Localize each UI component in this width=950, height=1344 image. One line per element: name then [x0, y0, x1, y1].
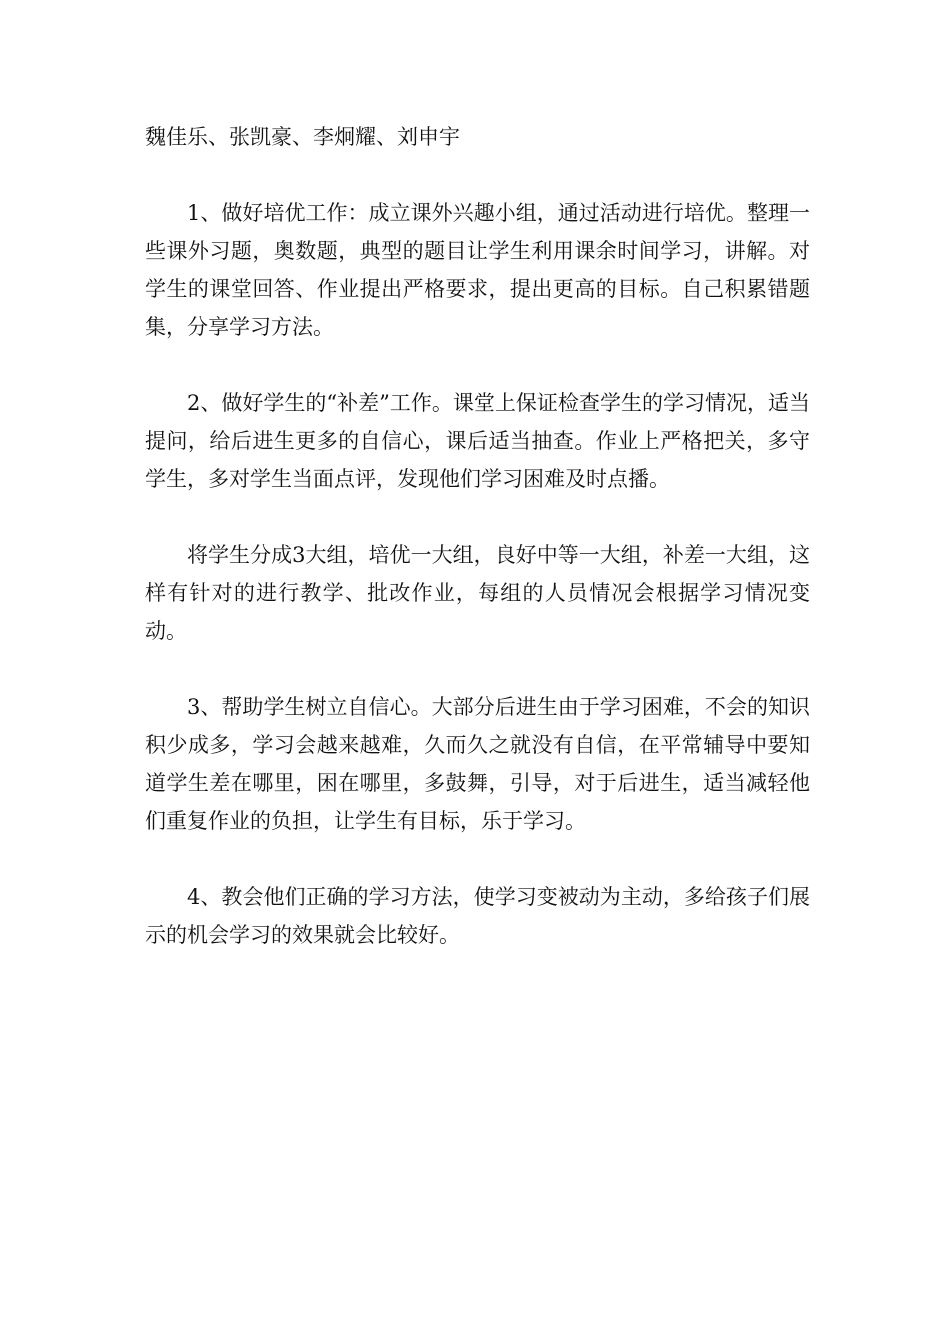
paragraph-5: 4、教会他们正确的学习方法，使学习变被动为主动，多给孩子们展示的机会学习的效果就会比较好。	[145, 885, 810, 947]
paragraph-1: 1、做好培优工作：成立课外兴趣小组，通过活动进行培优。整理一些课外习题，奥数题，典型的题目让学生利用课余时间学习，讲解。对学生的课堂回答、作业提出严格要求，提出更高的目标。自己积累错题集，分享学习方法。	[145, 201, 810, 339]
paragraph-3: 将学生分成3大组，培优一大组，良好中等一大组，补差一大组，这样有针对的进行教学、批改作业，每组的人员情况会根据学习情况变动。	[145, 543, 810, 643]
student-names-line: 魏佳乐、张凯豪、李炯耀、刘申宇	[145, 125, 460, 149]
paragraph-2: 2、做好学生的“补差”工作。课堂上保证检查学生的学习情况，适当提问，给后进生更多的自信心，课后适当抽查。作业上严格把关，多守学生，多对学生当面点评，发现他们学习困难及时点播。	[145, 391, 810, 491]
paragraph-4: 3、帮助学生树立自信心。大部分后进生由于学习困难，不会的知识积少成多，学习会越来越难，久而久之就没有自信，在平常辅导中要知道学生差在哪里，困在哪里，多鼓舞，引导，对于后进生，适当减轻他们重复作业的负担，让学生有目标，乐于学习。	[145, 695, 810, 833]
document-body	[145, 118, 810, 992]
